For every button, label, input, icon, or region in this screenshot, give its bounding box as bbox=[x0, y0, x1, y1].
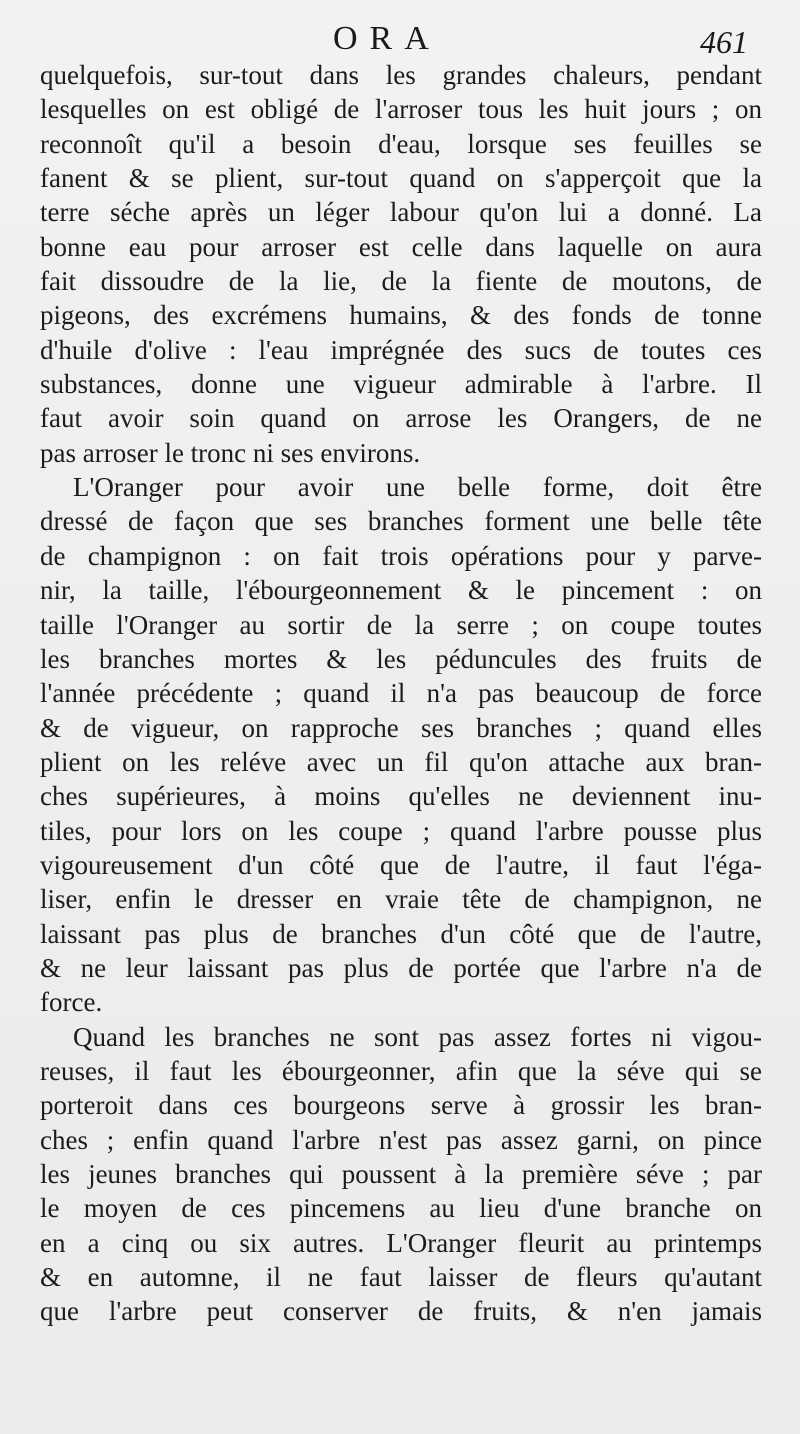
text-line: porteroit dans ces bourgeons serve à grossir les bran- bbox=[40, 1090, 762, 1121]
text-line: d'huile d'olive : l'eau imprégnée des sucs de toutes ces bbox=[40, 334, 762, 365]
text-line: force. bbox=[40, 987, 103, 1018]
text-line: fait dissoudre de la lie, de la fiente de moutons, de bbox=[40, 266, 762, 297]
body-text bbox=[40, 58, 762, 1329]
text-line: les jeunes branches qui poussent à la première séve ; par bbox=[40, 1159, 762, 1189]
page-header bbox=[0, 16, 800, 60]
running-head: ORA bbox=[333, 20, 441, 57]
text-line: pigeons, des excrémens humains, & des fonds de tonne bbox=[40, 300, 762, 331]
page-number: 461 bbox=[700, 24, 748, 60]
text-line: pas arroser le tronc ni ses environs. bbox=[40, 437, 421, 468]
text-line: plient on les reléve avec un fil qu'on attache aux bran- bbox=[40, 746, 762, 777]
text-line: liser, enfin le dresser en vraie tête de champignon, ne bbox=[40, 884, 762, 915]
text-line: reuses, il faut les ébourgeonner, afin que la séve qui se bbox=[40, 1055, 762, 1086]
text-line: les branches mortes & les péduncules des fruits de bbox=[40, 643, 762, 674]
text-line: quelquefois, sur-tout dans les grandes chaleurs, pendant bbox=[40, 60, 762, 90]
text-line: le moyen de ces pincemens au lieu d'une branche on bbox=[40, 1193, 762, 1224]
text-line: L'Oranger pour avoir une belle forme, doit être bbox=[73, 472, 762, 503]
text-line: faut avoir soin quand on arrose les Orangers, de ne bbox=[40, 403, 762, 434]
text-line: en a cinq ou six autres. L'Oranger fleurit au printemps bbox=[40, 1227, 762, 1258]
text-line: bonne eau pour arroser est celle dans laquelle on aura bbox=[40, 231, 762, 262]
text-line: ches ; enfin quand l'arbre n'est pas assez garni, on pince bbox=[40, 1124, 762, 1155]
text-line: lesquelles on est obligé de l'arroser tous les huit jours ; on bbox=[40, 94, 762, 125]
text-line: & en automne, il ne faut laisser de fleurs qu'autant bbox=[40, 1262, 762, 1293]
text-line: taille l'Oranger au sortir de la serre ; on coupe toutes bbox=[40, 609, 762, 640]
text-line: substances, donne une vigueur admirable à l'arbre. Il bbox=[40, 369, 762, 400]
text-line: vigoureusement d'un côté que de l'autre, il faut l'éga- bbox=[40, 849, 762, 880]
text-line: l'année précédente ; quand il n'a pas beaucoup de force bbox=[40, 678, 762, 709]
text-line: laissant pas plus de branches d'un côté que de l'autre, bbox=[40, 918, 762, 949]
text-line: tiles, pour lors on les coupe ; quand l'arbre pousse plus bbox=[40, 815, 762, 846]
text-line: que l'arbre peut conserver de fruits, & n'en jamais bbox=[40, 1296, 762, 1327]
text-line: reconnoît qu'il a besoin d'eau, lorsque ses feuilles se bbox=[40, 128, 762, 159]
text-line: ches supérieures, à moins qu'elles ne deviennent inu- bbox=[40, 781, 762, 812]
text-line: dressé de façon que ses branches forment une belle tête bbox=[40, 506, 762, 537]
text-line: & ne leur laissant pas plus de portée que l'arbre n'a de bbox=[40, 952, 762, 983]
text-line: nir, la taille, l'ébourgeonnement & le pincement : on bbox=[40, 575, 762, 606]
text-line: Quand les branches ne sont pas assez fortes ni vigou- bbox=[73, 1021, 762, 1052]
text-line: terre séche après un léger labour qu'on lui a donné. La bbox=[40, 197, 762, 228]
text-line: & de vigueur, on rapproche ses branches ; quand elles bbox=[40, 712, 762, 743]
text-line: fanent & se plient, sur-tout quand on s'apperçoit que la bbox=[40, 163, 762, 194]
text-line: de champignon : on fait trois opérations pour y parve- bbox=[40, 540, 762, 571]
